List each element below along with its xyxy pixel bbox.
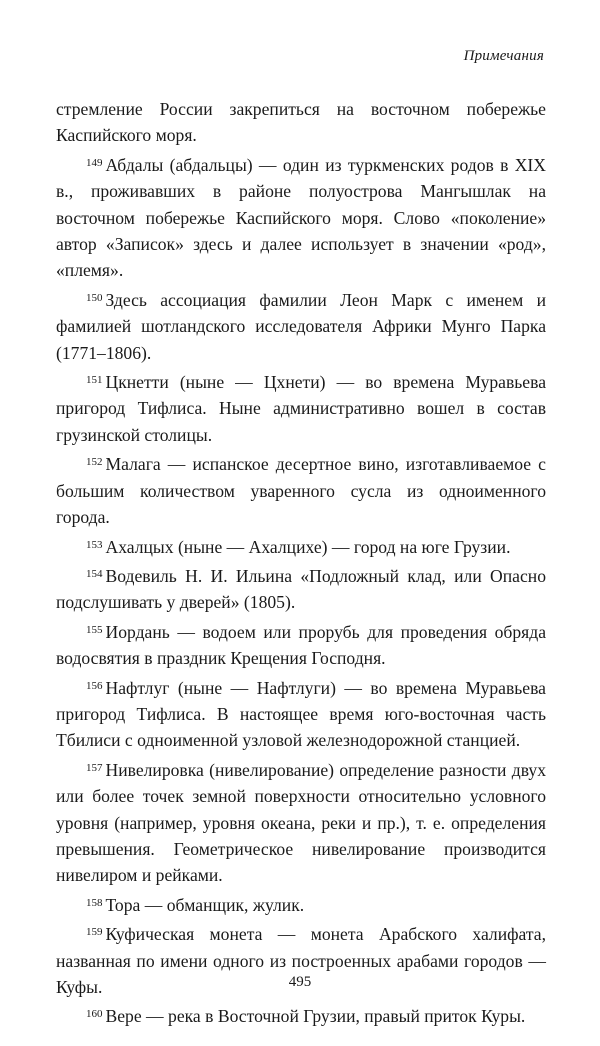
- note-text: Нивелировка (нивелирование) определение разности двух или более точек земной поверхности относительно условного уровня (например, уровня океана, реки и пр.), т. е. определения превышения. Геометрическое нивелирование производится нивелиром и рейками.: [56, 759, 546, 886]
- note-text: Абдалы (абдальцы) — один из туркменских родов в XIX в., проживавших в районе полуострова Мангышлак на восточном побережье Каспийского моря. Слово «поколение» автор «Записок» здесь и далее использует в значении «род», «племя».: [56, 154, 546, 281]
- note-text: Куфическая монета — монета Арабского халифата, названная по имени одного из построенных арабами городов — Куфы.: [56, 924, 546, 997]
- note-text: Здесь ассоциация фамилии Леон Марк с именем и фамилией шотландского исследователя Африки Мунго Парка (1771–1806).: [56, 289, 546, 363]
- note-text: Ахалцых (ныне — Ахалцихе) — город на юге Грузии.: [105, 536, 511, 557]
- note-continuation: стремление России закрепиться на восточном побережье Каспийского моря.: [56, 99, 546, 146]
- note-157: [56, 757, 546, 889]
- note-149: [56, 152, 546, 284]
- note-text: Малага — испанское десертное вино, изготавливаемое с большим количеством уваренного сусла из одноименного города.: [56, 454, 546, 528]
- note-154: [56, 563, 546, 616]
- note-text: Иордань — водоем или прорубь для проведения обряда водосвятия в праздник Крещения Господня.: [56, 621, 546, 669]
- note-number: 159: [86, 926, 103, 939]
- note-number: 149: [86, 156, 103, 169]
- note-155: [56, 619, 546, 672]
- notes-list: [56, 96, 546, 1030]
- note-text: Вере — река в Восточной Грузии, правый приток Куры.: [105, 1006, 526, 1027]
- note-text: Водевиль Н. И. Ильина «Подложный клад, или Опасно подслушивать у дверей» (1805).: [56, 565, 546, 613]
- note-number: 154: [86, 567, 103, 580]
- note-153: [56, 534, 546, 560]
- note-number: 152: [86, 456, 103, 469]
- note-151: [56, 369, 546, 448]
- note-number: 150: [86, 291, 103, 304]
- note-number: 151: [86, 374, 103, 387]
- note-number: 155: [86, 623, 103, 636]
- note-152: [56, 451, 546, 530]
- note-160: [56, 1003, 546, 1029]
- note-text: Тора — обманщик, жулик.: [105, 894, 305, 915]
- note-number: 157: [86, 761, 103, 774]
- note-158: [56, 892, 546, 918]
- note-156: [56, 675, 546, 754]
- note-number: 158: [86, 896, 103, 909]
- running-header: Примечания: [463, 48, 544, 64]
- note-text: Цкнетти (ныне — Цхнети) — во времена Муравьева пригород Тифлиса. Ныне административно вошел в состав грузинской столицы.: [56, 372, 546, 445]
- note-text: Нафтлуг (ныне — Нафтлуги) — во времена Муравьева пригород Тифлиса. В настоящее время юго-восточная часть Тбилиси с одноименной узловой железнодорожной станцией.: [56, 677, 546, 751]
- note-number: 160: [86, 1008, 103, 1021]
- page-number: 495: [288, 974, 312, 990]
- note-number: 153: [86, 538, 103, 551]
- note-number: 156: [86, 679, 103, 692]
- note-150: [56, 287, 546, 366]
